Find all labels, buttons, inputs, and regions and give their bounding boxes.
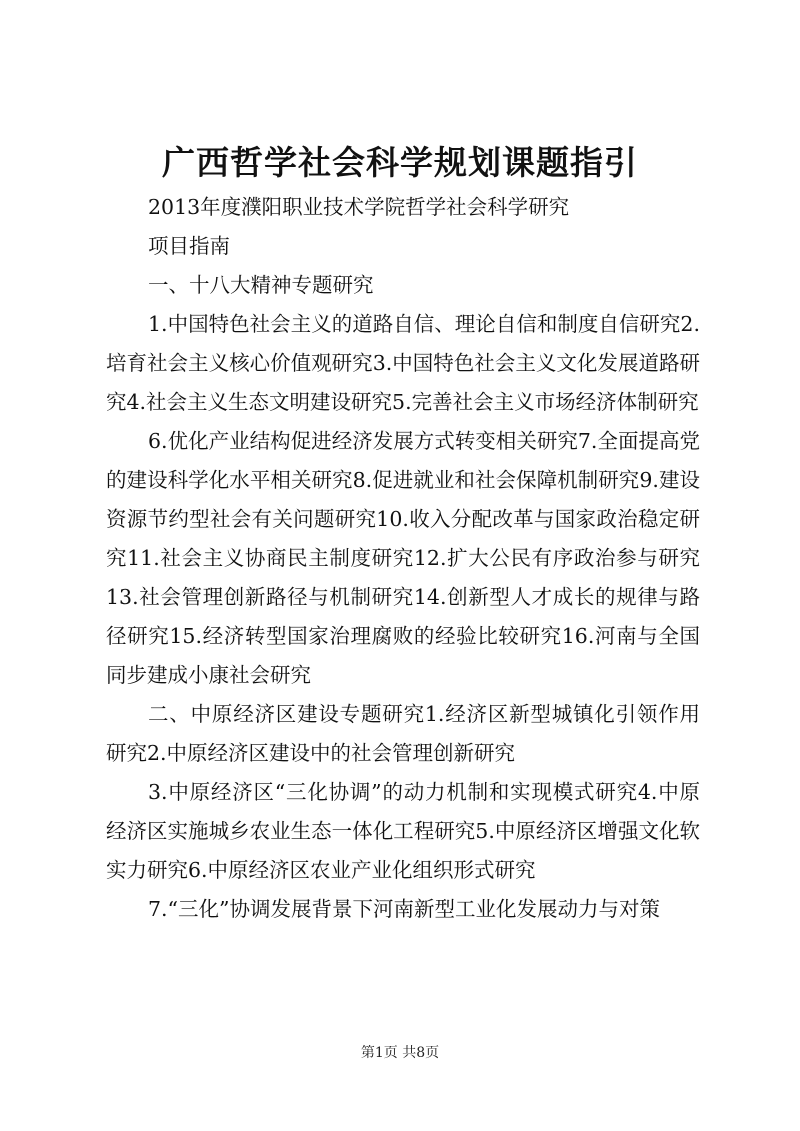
paragraph-topic-7: 7.“三化”协调发展背景下河南新型工业化发展动力与对策 (148, 897, 661, 921)
document-body (106, 188, 700, 929)
paragraph-topics-6-16: 6.优化产业结构促进经济发展方式转变相关研究7.全面提高党的建设科学化水平相关研究8.促进就业和社会保障机制研究9.建设资源节约型社会有关问题研究10.收入分配改革与国家政治稳定研究11.社会主义协商民主制度研究12.扩大公民有序政治参与研究13.社会管理创新路径与机制研究14.创新型人才成长的规律与路径研究15.经济转型国家治理腐败的经验比较研究16.河南与全国同步建成小康社会研究 (106, 429, 700, 687)
section-heading-2: 二、中原经济区建设专题研究1.经济区新型城镇化引领作用研究2.中原经济区建设中的社会管理创新研究 (106, 702, 700, 765)
paragraph-topics-1-5: 1.中国特色社会主义的道路自信、理论自信和制度自信研究2.培育社会主义核心价值观研究3.中国特色社会主义文化发展道路研究4.社会主义生态文明建设研究5.完善社会主义市场经济体制研究 (106, 312, 700, 414)
document-title: 广西哲学社会科学规划课题指引 (162, 143, 638, 182)
paragraph-subtitle-line1: 2013年度濮阳职业技术学院哲学社会科学研究 (148, 195, 570, 219)
page-number-footer: 第1页 共8页 (360, 1045, 440, 1061)
paragraph-topics-3-6: 3.中原经济区“三化协调”的动力机制和实现模式研究4.中原经济区实施城乡农业生态一体化工程研究5.中原经济区增强文化软实力研究6.中原经济区农业产业化组织形式研究 (106, 780, 700, 882)
paragraph-subtitle-line2: 项目指南 (148, 234, 230, 258)
section-heading-1: 一、十八大精神专题研究 (148, 273, 374, 297)
